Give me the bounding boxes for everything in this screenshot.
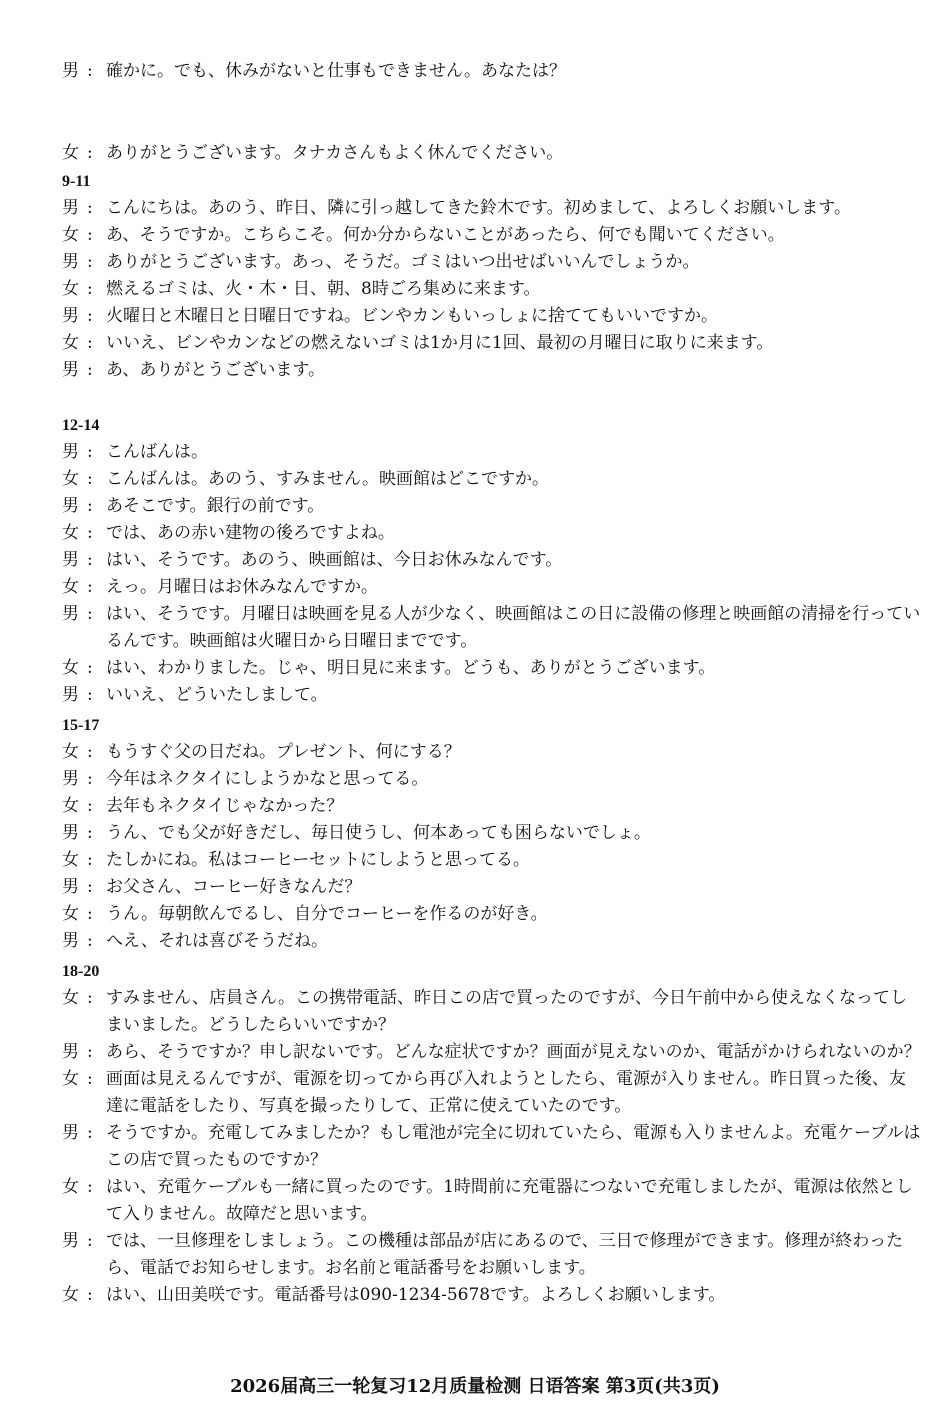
speaker-label: 女 <box>62 1069 79 1089</box>
dialogue-line: 女 : 去年もネクタイじゃなかった？ <box>62 793 922 820</box>
speaker-label: 女 <box>62 796 79 816</box>
speaker-label: 男 <box>62 496 79 516</box>
dialogue-text: そうですか。充電してみましたか？もし電池が完全に切れていたら、電源も入りませんよ。充電ケーブルはこの店で買ったものですか？ <box>106 1123 921 1170</box>
dialogue-text: あら、そうですか？申し訳ないです。どんな症状ですか？画面が見えないのか、電話がかけられないのか？ <box>106 1042 921 1062</box>
speaker-label: 男 <box>62 1123 79 1143</box>
dialogue-text: はい、そうです。あのう、映画館は、今日お休みなんです。 <box>106 550 563 570</box>
dialogue-line: 女 : あ、そうですか。こちらこそ。何か分からないことがあったら、何でも聞いてください。 <box>62 222 922 249</box>
speaker-label: 女 <box>62 333 79 353</box>
speaker-label: 男 <box>62 360 79 380</box>
dialogue-line: 女 : 画面は見えるんですが、電源を切ってから再び入れようとしたら、電源が入りません。昨日買った後、友達に電話をしたり、写真を撮ったりして、正常に使えていたのです。 <box>62 1066 922 1120</box>
dialogue-text: いいえ、どういたしまして。 <box>106 685 328 705</box>
dialogue-line: 男 : はい、そうです。あのう、映画館は、今日お休みなんです。 <box>62 547 922 574</box>
speaker-label: 女 <box>62 143 79 163</box>
speaker-label: 女 <box>62 658 79 678</box>
dialogue-line: 女 : はい、充電ケーブルも一緒に買ったのです。1時間前に充電器につないで充電しましたが、電源は依然として入りません。故障だと思います。 <box>62 1174 922 1228</box>
dialogue-line: 男 : 確かに。でも、休みがないと仕事もできません。あなたは？ <box>62 58 922 85</box>
section-label: 12-14 <box>62 417 100 434</box>
dialogue-line: 男 : うん、でも父が好きだし、毎日使うし、何本あっても困らないでしょ。 <box>62 820 922 847</box>
dialogue-text: すみません、店員さん。この携帯電話、昨日この店で買ったのですが、今日午前中から使えなくなってしまいました。どうしたらいいですか？ <box>106 988 908 1035</box>
section-9-11 <box>62 168 922 384</box>
dialogue-text: はい、山田美咲です。電話番号は090-1234-5678です。よろしくお願いします。 <box>106 1285 726 1305</box>
dialogue-text: では、一旦修理をしましょう。この機種は部品が店にあるので、三日で修理ができます。修理が終わったら、電話でお知らせします。お名前と電話番号をお願いします。 <box>106 1231 904 1278</box>
section-12-14 <box>62 412 922 709</box>
speaker-label: 女 <box>62 469 79 489</box>
intro-line-1 <box>62 58 922 85</box>
speaker-label: 男 <box>62 252 79 272</box>
dialogue-line: 男 : こんにちは。あのう、昨日、隣に引っ越してきた鈴木です。初めまして、よろしくお願いします。 <box>62 195 922 222</box>
speaker-label: 女 <box>62 523 79 543</box>
speaker-label: 男 <box>62 769 79 789</box>
dialogue-text: 去年もネクタイじゃなかった？ <box>106 796 344 816</box>
dialogue-text: 確かに。でも、休みがないと仕事もできません。あなたは？ <box>106 61 567 81</box>
speaker-label: 女 <box>62 904 79 924</box>
dialogue-text: へえ、それは喜びそうだね。 <box>106 931 329 951</box>
speaker-label: 女 <box>62 850 79 870</box>
dialogue-line: 女 : こんばんは。あのう、すみません。映画館はどこですか。 <box>62 466 922 493</box>
speaker-label: 男 <box>62 1042 79 1062</box>
dialogue-line: 女 : 燃えるゴミは、火・木・日、朝、8時ごろ集めに来ます。 <box>62 276 922 303</box>
speaker-label: 男 <box>62 877 79 897</box>
speaker-label: 男 <box>62 931 79 951</box>
dialogue-line: 男 : へえ、それは喜びそうだね。 <box>62 928 922 955</box>
dialogue-text: うん、でも父が好きだし、毎日使うし、何本あっても困らないでしょ。 <box>106 823 651 843</box>
dialogue-text: はい、わかりました。じゃ、明日見に来ます。どうも、ありがとうございます。 <box>106 658 716 678</box>
dialogue-text: たしかにね。私はコーヒーセットにしようと思ってる。 <box>106 850 530 870</box>
dialogue-line: 男 : 火曜日と木曜日と日曜日ですね。ビンやカンもいっしょに捨ててもいいですか。 <box>62 303 922 330</box>
speaker-label: 女 <box>62 577 79 597</box>
page-footer: 2026届高三一轮复习12月质量检测 日语答案 第3页(共3页) <box>230 1376 720 1397</box>
dialogue-line: 男 : お父さん、コーヒー好きなんだ？ <box>62 874 922 901</box>
section-18-20 <box>62 958 922 1309</box>
dialogue-line: 男 : いいえ、どういたしまして。 <box>62 682 922 709</box>
dialogue-text: では、あの赤い建物の後ろですよね。 <box>106 523 395 543</box>
dialogue-line: 女 : ありがとうございます。タナカさんもよく休んでください。 <box>62 140 922 167</box>
dialogue-line: 男 : はい、そうです。月曜日は映画を見る人が少なく、映画館はこの日に設備の修理と映画館の清掃を行っているんです。映画館は火曜日から日曜日までです。 <box>62 601 922 655</box>
section-label: 9-11 <box>62 173 91 190</box>
dialogue-line: 女 : では、あの赤い建物の後ろですよね。 <box>62 520 922 547</box>
speaker-label: 男 <box>62 198 79 218</box>
dialogue-text: 画面は見えるんですが、電源を切ってから再び入れようとしたら、電源が入りません。昨日買った後、友達に電話をしたり、写真を撮ったりして、正常に使えていたのです。 <box>106 1069 907 1116</box>
section-15-17 <box>62 712 922 955</box>
speaker-label: 男 <box>62 306 79 326</box>
dialogue-line: 女 : うん。毎朝飲んでるし、自分でコーヒーを作るのが好き。 <box>62 901 922 928</box>
dialogue-text: はい、そうです。月曜日は映画を見る人が少なく、映画館はこの日に設備の修理と映画館の清掃を行っているんです。映画館は火曜日から日曜日までです。 <box>106 604 921 651</box>
dialogue-text: うん。毎朝飲んでるし、自分でコーヒーを作るのが好き。 <box>106 904 548 924</box>
dialogue-line: 男 : 今年はネクタイにしようかなと思ってる。 <box>62 766 922 793</box>
speaker-label: 女 <box>62 742 79 762</box>
dialogue-line: 男 : あそこです。銀行の前です。 <box>62 493 922 520</box>
speaker-label: 男 <box>62 442 79 462</box>
dialogue-text: ありがとうございます。あっ、そうだ。ゴミはいつ出せばいいんでしょうか。 <box>106 252 700 272</box>
dialogue-text: あ、そうですか。こちらこそ。何か分からないことがあったら、何でも聞いてください。 <box>106 225 785 245</box>
speaker-label: 男 <box>62 604 79 624</box>
speaker-label: 男 <box>62 685 79 705</box>
speaker-label: 男 <box>62 550 79 570</box>
dialogue-line: 女 : はい、わかりました。じゃ、明日見に来ます。どうも、ありがとうございます。 <box>62 655 922 682</box>
speaker-label: 男 <box>62 1231 79 1251</box>
dialogue-text: いいえ、ビンやカンなどの燃えないゴミは1か月に1回、最初の月曜日に取りに来ます。 <box>106 333 774 353</box>
speaker-label: 女 <box>62 988 79 1008</box>
dialogue-line: 女 : はい、山田美咲です。電話番号は090-1234-5678です。よろしくお願いします。 <box>62 1282 922 1309</box>
dialogue-text: こんばんは。 <box>106 442 208 462</box>
dialogue-line: 女 : たしかにね。私はコーヒーセットにしようと思ってる。 <box>62 847 922 874</box>
dialogue-text: もうすぐ父の日だね。プレゼント、何にする？ <box>106 742 461 762</box>
dialogue-text: えっ。月曜日はお休みなんですか。 <box>106 577 378 597</box>
dialogue-text: ありがとうございます。タナカさんもよく休んでください。 <box>106 143 564 163</box>
dialogue-text: はい、充電ケーブルも一緒に買ったのです。1時間前に充電器につないで充電しましたが、電源は依然として入りません。故障だと思います。 <box>106 1177 913 1224</box>
dialogue-line: 男 : あ、ありがとうございます。 <box>62 357 922 384</box>
speaker-label: 男 <box>62 61 79 81</box>
dialogue-text: こんばんは。あのう、すみません。映画館はどこですか。 <box>106 469 550 489</box>
speaker-label: 男 <box>62 823 79 843</box>
dialogue-text: 火曜日と木曜日と日曜日ですね。ビンやカンもいっしょに捨ててもいいですか。 <box>106 306 718 326</box>
dialogue-text: こんにちは。あのう、昨日、隣に引っ越してきた鈴木です。初めまして、よろしくお願いします。 <box>106 198 851 218</box>
section-label: 15-17 <box>62 717 100 734</box>
dialogue-line: 男 : では、一旦修理をしましょう。この機種は部品が店にあるので、三日で修理ができます。修理が終わったら、電話でお知らせします。お名前と電話番号をお願いします。 <box>62 1228 922 1282</box>
speaker-label: 女 <box>62 1285 79 1305</box>
dialogue-text: お父さん、コーヒー好きなんだ？ <box>106 877 362 897</box>
section-label: 18-20 <box>62 963 100 980</box>
dialogue-line: 女 : いいえ、ビンやカンなどの燃えないゴミは1か月に1回、最初の月曜日に取りに来ます。 <box>62 330 922 357</box>
dialogue-text: あ、ありがとうございます。 <box>106 360 325 380</box>
dialogue-line: 男 : ありがとうございます。あっ、そうだ。ゴミはいつ出せばいいんでしょうか。 <box>62 249 922 276</box>
dialogue-text: 燃えるゴミは、火・木・日、朝、8時ごろ集めに来ます。 <box>106 279 541 299</box>
dialogue-line: 女 : えっ。月曜日はお休みなんですか。 <box>62 574 922 601</box>
dialogue-line: 女 : すみません、店員さん。この携帯電話、昨日この店で買ったのですが、今日午前中から使えなくなってしまいました。どうしたらいいですか？ <box>62 985 922 1039</box>
dialogue-text: あそこです。銀行の前です。 <box>106 496 325 516</box>
dialogue-line: 男 : あら、そうですか？申し訳ないです。どんな症状ですか？画面が見えないのか、電話がかけられないのか？ <box>62 1039 922 1066</box>
dialogue-text: 今年はネクタイにしようかなと思ってる。 <box>106 769 429 789</box>
intro-line-2 <box>62 140 922 167</box>
dialogue-line: 女 : もうすぐ父の日だね。プレゼント、何にする？ <box>62 739 922 766</box>
speaker-label: 女 <box>62 1177 79 1197</box>
speaker-label: 女 <box>62 279 79 299</box>
dialogue-line: 男 : そうですか。充電してみましたか？もし電池が完全に切れていたら、電源も入りませんよ。充電ケーブルはこの店で買ったものですか？ <box>62 1120 922 1174</box>
speaker-label: 女 <box>62 225 79 245</box>
dialogue-line: 男 : こんばんは。 <box>62 439 922 466</box>
